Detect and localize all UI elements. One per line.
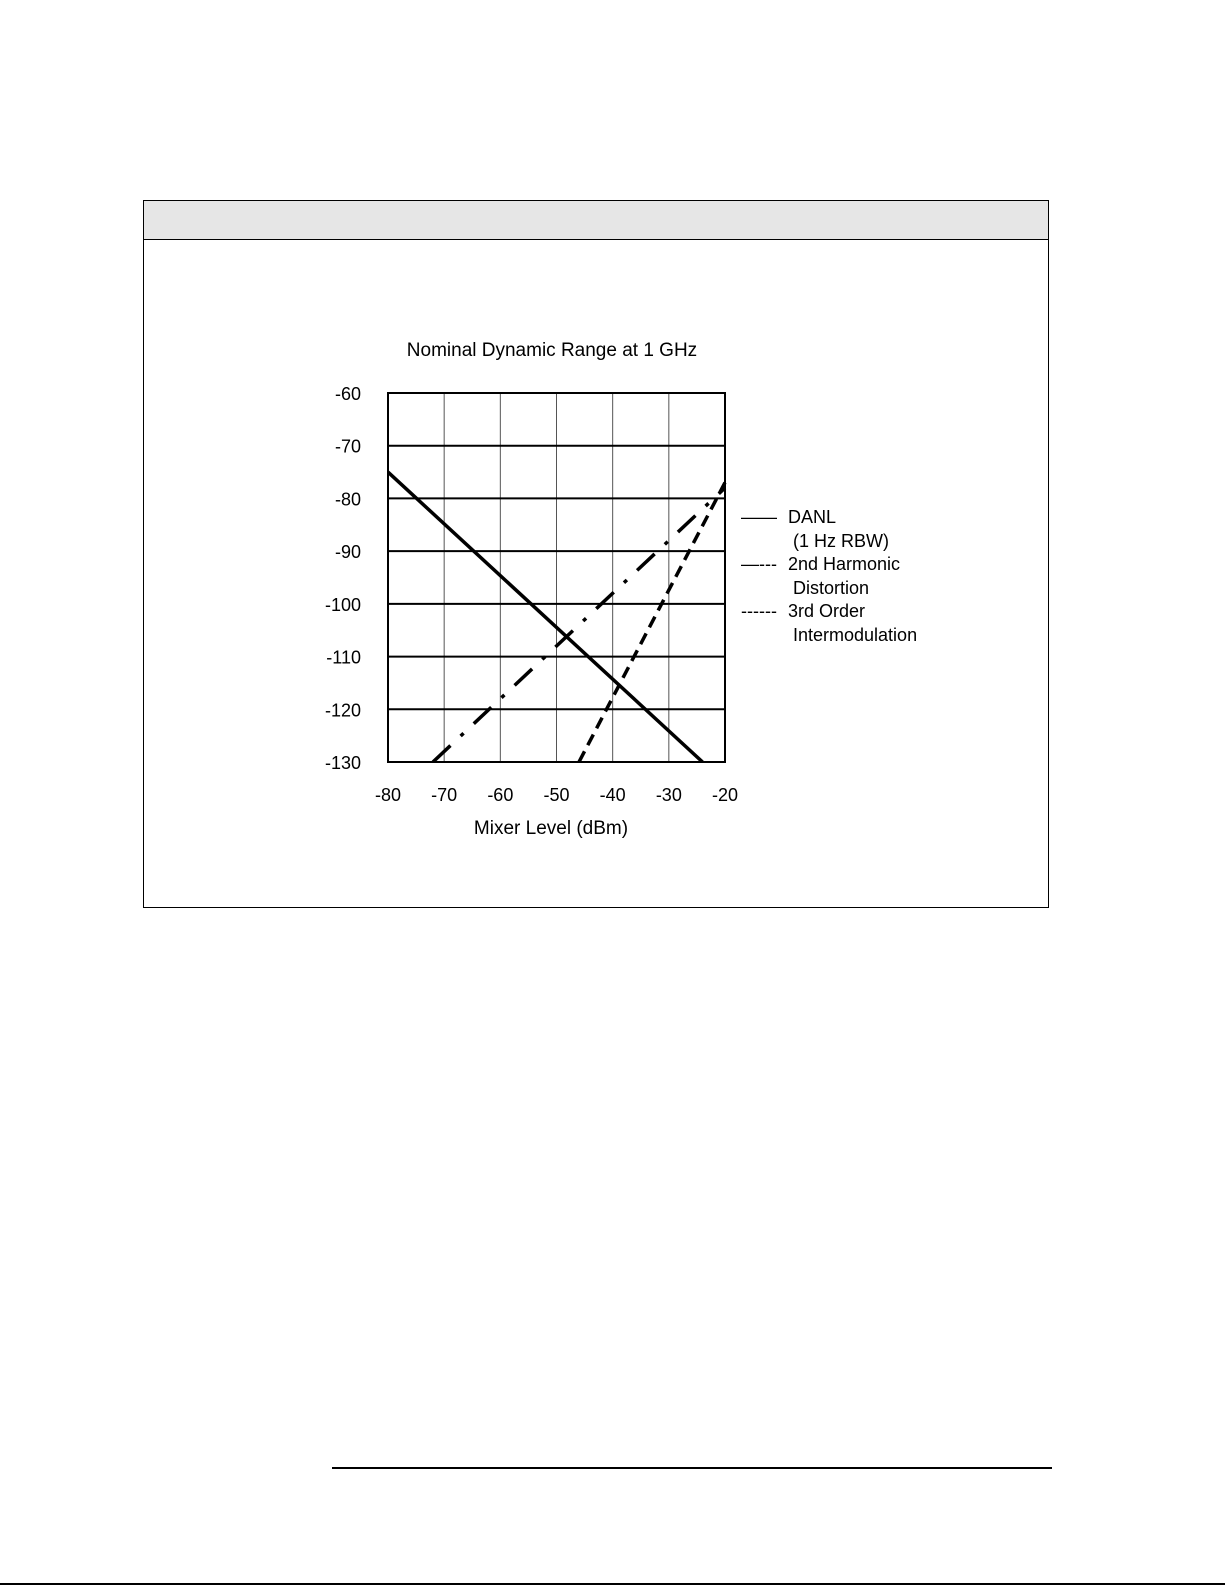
legend-label: 2nd Harmonic bbox=[788, 554, 901, 574]
series-line-dashed bbox=[579, 483, 725, 762]
x-tick-label: -20 bbox=[711, 785, 739, 805]
x-tick-label: -80 bbox=[374, 785, 402, 805]
y-tick-label: -70 bbox=[334, 436, 361, 457]
legend-sample: —--- bbox=[741, 554, 777, 574]
y-tick-label: -130 bbox=[324, 753, 361, 773]
y-tick-label: -100 bbox=[324, 594, 361, 615]
legend-sample: ------ bbox=[741, 601, 777, 621]
legend-label-continued: (1 Hz RBW) bbox=[793, 531, 889, 551]
x-axis-label: Mixer Level (dBm) bbox=[473, 818, 629, 839]
legend-label-continued: Distortion bbox=[793, 578, 870, 598]
footer-rule bbox=[332, 1467, 1052, 1469]
chart-title: Nominal Dynamic Range at 1 GHz bbox=[406, 340, 698, 361]
x-tick-label: -50 bbox=[543, 785, 570, 805]
x-tick-label: -70 bbox=[431, 785, 458, 805]
legend-label: DANL bbox=[788, 507, 837, 527]
legend-label: 3rd Order bbox=[788, 601, 866, 621]
series-line-dash-dot bbox=[433, 488, 725, 762]
x-tick-label: -30 bbox=[655, 785, 682, 805]
chart-grid bbox=[388, 393, 725, 762]
y-tick-label: -80 bbox=[334, 489, 361, 510]
dynamic-range-chart bbox=[144, 201, 1050, 909]
y-tick-label: -120 bbox=[324, 700, 361, 721]
legend-sample: —— bbox=[741, 507, 777, 527]
chart-legend bbox=[741, 507, 917, 645]
figure-box bbox=[143, 200, 1049, 908]
y-tick-label: -60 bbox=[334, 384, 361, 404]
y-tick-label: -90 bbox=[334, 542, 361, 563]
legend-label-continued: Intermodulation bbox=[793, 625, 918, 645]
x-tick-label: -60 bbox=[487, 785, 514, 805]
chart-ticks bbox=[325, 384, 738, 805]
x-tick-label: -40 bbox=[599, 785, 626, 805]
y-tick-label: -110 bbox=[326, 647, 361, 668]
